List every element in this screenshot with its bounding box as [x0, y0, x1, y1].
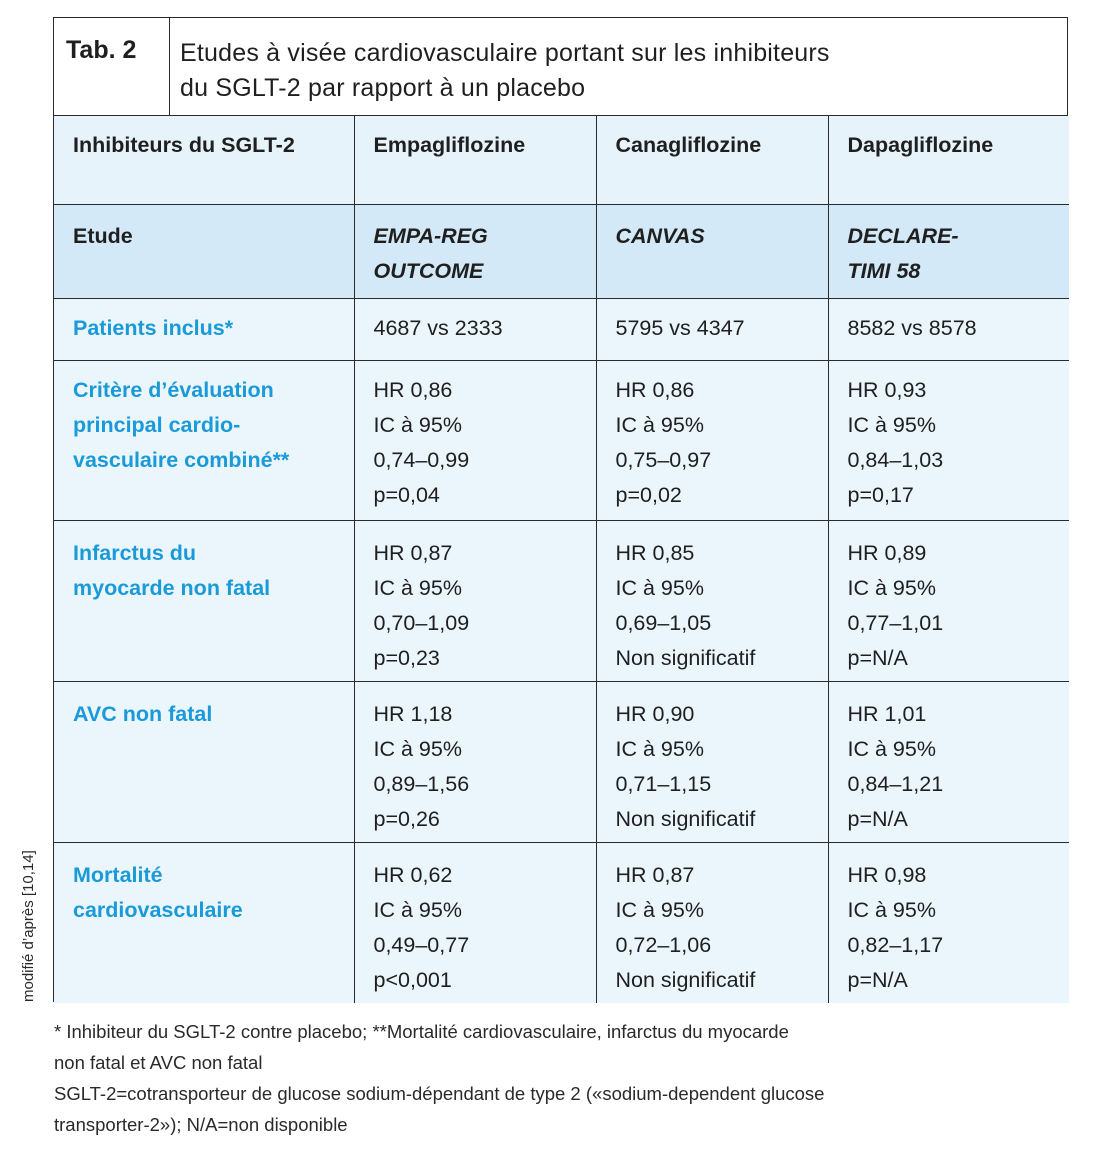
table-title-bar [54, 18, 1067, 116]
table-row [54, 842, 1069, 1003]
table-row [54, 298, 1069, 360]
study-name-line: CANVAS [615, 223, 705, 248]
cell-line: 0,72–1,06 [615, 932, 712, 957]
row-label-line: vasculaire combiné** [73, 447, 290, 472]
cell-line: HR 1,01 [847, 701, 927, 726]
table-title [170, 18, 830, 115]
cell-line: p=N/A [847, 806, 908, 831]
cell-line: Non significatif [615, 806, 756, 831]
header-cell-drug: Empagliflozine [354, 116, 596, 204]
cell-line: 0,84–1,03 [847, 447, 944, 472]
table-row [54, 681, 1069, 842]
data-cell [596, 360, 828, 520]
table-row [54, 520, 1069, 681]
cell-line: HR 0,89 [847, 540, 927, 565]
cell-line: p=0,17 [847, 482, 914, 507]
footnotes [54, 1016, 1054, 1140]
cell-line: 0,89–1,56 [373, 771, 470, 796]
data-cell [354, 520, 596, 681]
table-frame [53, 17, 1068, 1002]
table-number: Tab. 2 [54, 18, 170, 115]
source-note: modifié d’après [10,14] [20, 850, 37, 1002]
data-cell [828, 520, 1069, 681]
row-label [54, 681, 354, 842]
study-label: Etude [54, 204, 354, 298]
footnote-line: * Inhibiteur du SGLT-2 contre placebo; **Mortalité cardiovasculaire, infarctus du myocarde [54, 1021, 789, 1042]
cell-line: IC à 95% [847, 575, 936, 600]
cell-line: p=N/A [847, 967, 908, 992]
study-cell [354, 204, 596, 298]
row-label-line: AVC non fatal [73, 701, 213, 726]
cell-line: Non significatif [615, 645, 756, 670]
footnote-line: SGLT-2=cotransporteur de glucose sodium-dépendant de type 2 («sodium-dependent glucose [54, 1083, 825, 1104]
cell-line: p=0,02 [615, 482, 682, 507]
row-label-line: Mortalité [73, 862, 163, 887]
cell-line: 0,84–1,21 [847, 771, 944, 796]
cell-line: 0,82–1,17 [847, 932, 944, 957]
data-cell [354, 681, 596, 842]
row-label [54, 360, 354, 520]
cell-line: HR 1,18 [373, 701, 453, 726]
study-name-line: EMPA-REG [373, 223, 488, 248]
cell-line: 0,69–1,05 [615, 610, 712, 635]
footnote-line: non fatal et AVC non fatal [54, 1052, 263, 1073]
data-cell [828, 298, 1069, 360]
row-label-line: Infarctus du [73, 540, 197, 565]
cell-line: HR 0,86 [615, 377, 695, 402]
cell-line: p=N/A [847, 645, 908, 670]
cell-line: IC à 95% [615, 897, 704, 922]
cell-line: IC à 95% [847, 412, 936, 437]
cell-line: IC à 95% [615, 412, 704, 437]
table-title-line: du SGLT-2 par rapport à un placebo [180, 74, 586, 102]
table-row [54, 360, 1069, 520]
data-cell [596, 681, 828, 842]
row-label [54, 520, 354, 681]
cell-line: HR 0,87 [615, 862, 695, 887]
cell-line: 0,71–1,15 [615, 771, 712, 796]
cell-line: IC à 95% [615, 575, 704, 600]
cell-line: HR 0,90 [615, 701, 695, 726]
cell-line: p=0,04 [373, 482, 440, 507]
header-cell: Inhibiteurs du SGLT-2 [54, 116, 354, 204]
cell-line: IC à 95% [615, 736, 704, 761]
study-name-line: TIMI 58 [847, 258, 921, 283]
cell-line: p=0,26 [373, 806, 440, 831]
cell-line: HR 0,85 [615, 540, 695, 565]
cell-line: 5795 vs 4347 [615, 315, 745, 340]
data-cell [828, 681, 1069, 842]
cell-line: HR 0,93 [847, 377, 927, 402]
row-label [54, 298, 354, 360]
cell-line: 4687 vs 2333 [373, 315, 503, 340]
cell-line: HR 0,86 [373, 377, 453, 402]
header-cell-drug: Dapagliflozine [828, 116, 1069, 204]
cell-line: 0,74–0,99 [373, 447, 470, 472]
data-cell [354, 360, 596, 520]
data-cell [354, 298, 596, 360]
data-cell [596, 842, 828, 1003]
cell-line: 8582 vs 8578 [847, 315, 977, 340]
footnote-line: transporter-2»); N/A=non disponible [54, 1114, 348, 1135]
cell-line: 0,75–0,97 [615, 447, 712, 472]
data-cell [596, 298, 828, 360]
study-cell [828, 204, 1069, 298]
cell-line: 0,77–1,01 [847, 610, 944, 635]
row-label [54, 842, 354, 1003]
cell-line: HR 0,87 [373, 540, 453, 565]
row-label-line: principal cardio- [73, 412, 241, 437]
cell-line: 0,70–1,09 [373, 610, 470, 635]
table-title-line: Etudes à visée cardiovasculaire portant sur les inhibiteurs [180, 39, 830, 67]
cell-line: 0,49–0,77 [373, 932, 470, 957]
cell-line: IC à 95% [373, 897, 462, 922]
cell-line: p=0,23 [373, 645, 440, 670]
cell-line: HR 0,62 [373, 862, 453, 887]
data-cell [828, 360, 1069, 520]
study-row [54, 204, 1069, 298]
data-cell [354, 842, 596, 1003]
study-name-line: OUTCOME [373, 258, 484, 283]
cell-line: IC à 95% [373, 412, 462, 437]
cell-line: IC à 95% [373, 575, 462, 600]
cell-line: HR 0,98 [847, 862, 927, 887]
cell-line: IC à 95% [847, 736, 936, 761]
row-label-line: myocarde non fatal [73, 575, 271, 600]
row-label-line: Patients inclus* [73, 315, 234, 340]
cell-line: Non significatif [615, 967, 756, 992]
data-cell [596, 520, 828, 681]
cell-line: IC à 95% [373, 736, 462, 761]
study-name-line: DECLARE- [847, 223, 959, 248]
row-label-line: Critère d’évaluation [73, 377, 274, 402]
study-cell [596, 204, 828, 298]
data-cell [828, 842, 1069, 1003]
cell-line: IC à 95% [847, 897, 936, 922]
header-cell-drug: Canagliflozine [596, 116, 828, 204]
trials-table [54, 116, 1069, 1003]
row-label-line: cardiovasculaire [73, 897, 243, 922]
header-row [54, 116, 1069, 204]
cell-line: p<0,001 [373, 967, 452, 992]
